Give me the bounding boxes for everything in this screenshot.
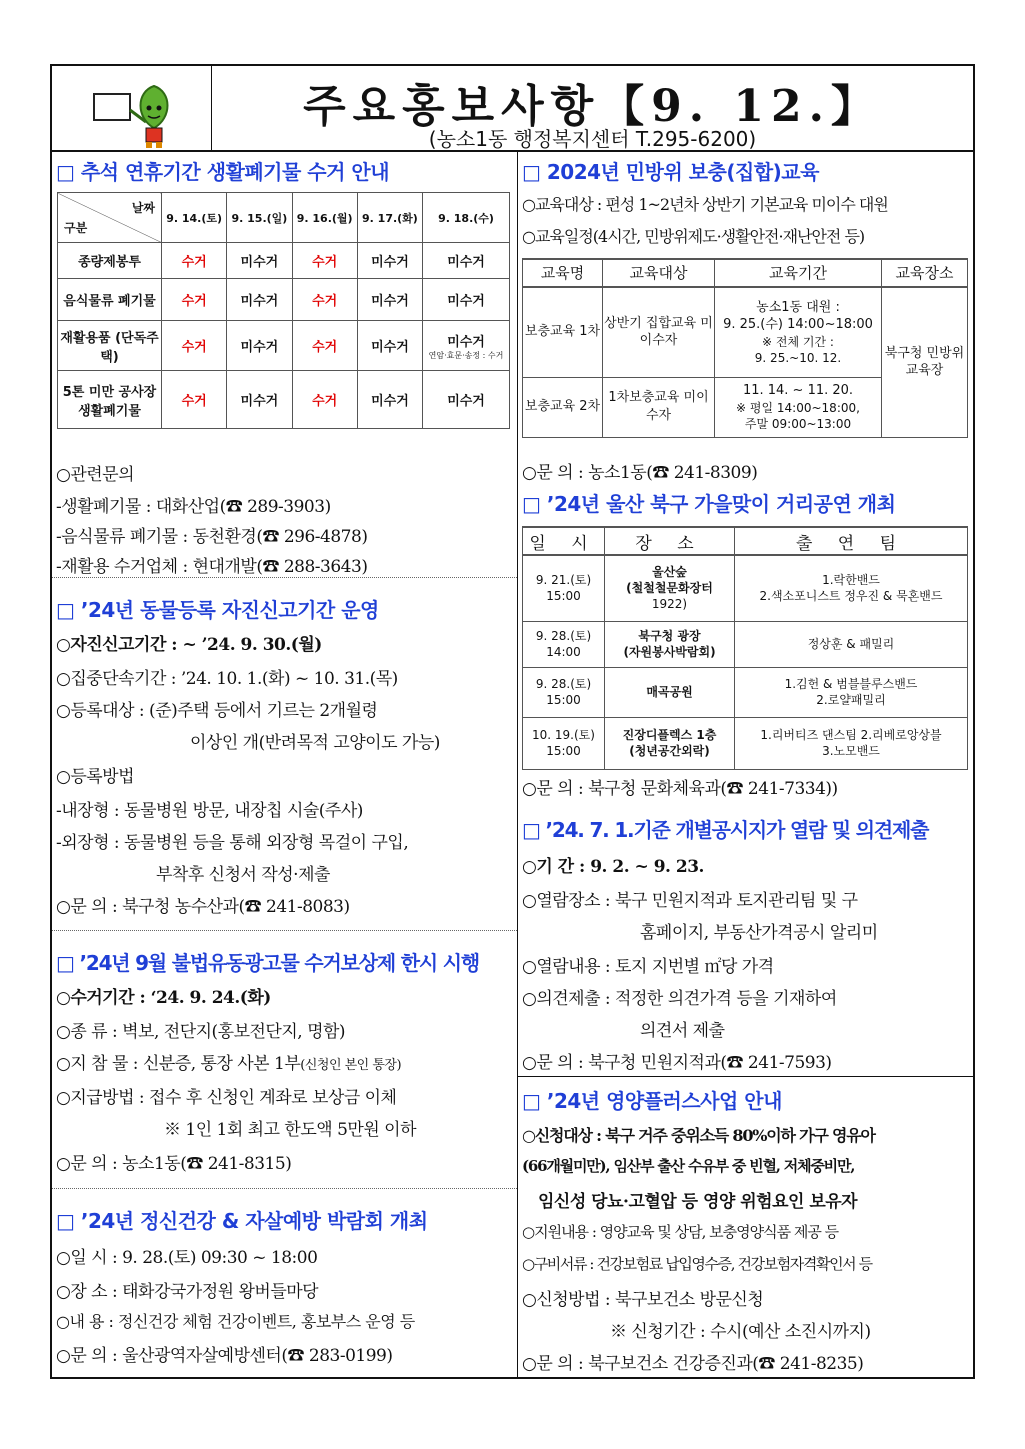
table-row: 9. 28.(토) 15:00 매곡공원 1.김헌 & 범블블루스밴드 2.로얄패밀리 (523, 667, 968, 717)
table-row: 재활용품 (단독주택) 수거 미수거 수거 미수거 미수거 연암·효문·송정 : 수거 (58, 321, 510, 371)
section-title: □ ’24년 9월 불법유동광고물 수거보상제 한시 시행 (56, 951, 479, 975)
date-header: 9. 17.(화) (357, 193, 422, 243)
header (52, 66, 973, 152)
table-row: 5톤 미만 공사장 생활폐기물 수거 미수거 수거 미수거 미수거 (58, 371, 510, 429)
table-row: 음식물류 폐기물 수거 미수거 수거 미수거 미수거 (58, 279, 510, 321)
section-title: □ 2024년 민방위 보충(집합)교육 (522, 160, 819, 184)
street-performance-section: □ ’24년 울산 북구 가을맞이 거리공연 개최 일 시 장 소 출 연 팀 9. 21.(토) 15:00 울산숲 (철철철문화장터 1922) 1.락한밴드 2.색소포니스트 정우진 & 묵혼밴드 9. 28.(토) 14:00 북구청 광장 (자원봉사박람회) 정상훈 & 패밀리 9. 28.(토) 15:00 매곡공원 1.김헌 & 범블블루스밴드 2.로얄패밀리 10. 19.(토) 15:00 진장디플렉스 1층 (청년공간외락) 1.리버티즈 댄스팀 2.리베로앙상블 3.노모밴드 ○문 의 : 북구청 문화체육과(☎ 241-7334)) (518, 486, 973, 798)
section-title: □ ’24년 정신건강 & 자살예방 박람회 개최 (56, 1209, 428, 1233)
nutrition-plus-section: □ ’24년 영양플러스사업 안내 ○신청대상 : 북구 거주 중위소득 80%이하 가구 영유아 (66개월미만), 임산부 출산 수유부 중 빈혈, 저체중비만, 임신성 당뇨·고혈압 등 영양 위험요인 보유자 ○지원내용 : 영양교육 및 상담, 보충영양식품 제공 등 ○구비서류 : 건강보험료 납입영수증, 건강보험자격확인서 등 ○신청방법 : 북구보건소 방문신청 ※ 신청기간 : 수시(예산 소진시까지) ○문 의 : 북구보건소 건강증진과(☎ 241-8235) (518, 1076, 973, 1378)
section-title: □ ’24년 울산 북구 가을맞이 거리공연 개최 (522, 492, 896, 516)
notice-frame (50, 64, 975, 1379)
animal-registration-section: □ ’24년 동물등록 자진신고기간 운영 ○자진신고기간 : ~ ’24. 9. 30.(월) ○집중단속기간 : ’24. 10. 1.(화) ~ 10. 31.(목) ○등록대상 : (준)주택 등에서 기르는 2개월령 이상인 개(반려목적 고양이도 가능) ○등록방법 -내장형 : 동물병원 방문, 내장칩 시술(주사) -외장형 : 동물병원 등을 통해 외장형 목걸이 구입, 부착후 신청서 작성·제출 ○문 의 : 북구청 농수산과(☎ 241-8083) (52, 577, 517, 930)
page-title: 주요홍보사항【9. 12.】 (303, 81, 882, 132)
table-row: 보충교육 1차 상반기 집합교육 미이수자 농소1동 대원 : 9. 25.(수) 14:00~18:00 ※ 전체 기간 : 9. 25.~10. 12. 북구청 민방위 교육장 (523, 287, 968, 377)
date-header: 9. 18.(수) (423, 193, 510, 243)
training-place: 북구청 민방위 교육장 (882, 287, 968, 437)
table-row: 10. 19.(토) 15:00 진장디플렉스 1층 (청년공간외락) 1.리버티즈 댄스팀 2.리베로앙상블 3.노모밴드 (523, 717, 968, 769)
section-title: □ ’24년 동물등록 자진신고기간 운영 (56, 598, 379, 622)
land-price-section: □ ’24. 7. 1.기준 개별공시지가 열람 및 의견제출 ○기 간 : 9. 2. ~ 9. 23. ○열람장소 : 북구 민원지적과 토지관리팀 및 구 홈페이지, 부동산가격공시 알리미 ○열람내용 : 토지 지번별 ㎡당 가격 ○의견제출 : 적정한 의견가격 등을 기재하여 의견서 제출 ○문 의 : 북구청 민원지적과(☎ 241-7593) (518, 798, 973, 1076)
civil-defense-section: □ 2024년 민방위 보충(집합)교육 ○교육대상 : 편성 1~2년차 상반기 기본교육 미이수 대원 ○교육일정(4시간, 민방위제도·생활안전·재난안전 등) 교육명 교육대상 교육기간 교육장소 보충교육 1차 상반기 집합교육 미이수자 농소1동 대원 : 9. 25.(수) 14:00~18:00 ※ 전체 기간 : 9. 25.~10. 12. 북구청 민방위 교육장 보충교육 2차 1차보충교육 미이수자 11. 14. ~ 11. 20. ※ 평일 14:00~18:00, 주말 09:00~13:00 ○문 의 : 농소1동(☎ 241-8309) (518, 152, 973, 498)
date-header: 9. 14.(토) (162, 193, 227, 243)
table-row: 9. 21.(토) 15:00 울산숲 (철철철문화장터 1922) 1.락한밴드 2.색소포니스트 정우진 & 묵혼밴드 (523, 555, 968, 621)
table-row: 9. 28.(토) 14:00 북구청 광장 (자원봉사박람회) 정상훈 & 패밀리 (523, 621, 968, 667)
date-header: 9. 16.(월) (292, 193, 357, 243)
section-title: □ ’24. 7. 1.기준 개별공시지가 열람 및 의견제출 (522, 818, 929, 842)
left-column (52, 152, 518, 1379)
right-column (518, 152, 973, 1379)
performance-table: 일 시 장 소 출 연 팀 9. 21.(토) 15:00 울산숲 (철철철문화장터 1922) 1.락한밴드 2.색소포니스트 정우진 & 묵혼밴드 9. 28.(토) 14:00 북구청 광장 (자원봉사박람회) 정상훈 & 패밀리 9. 28.(토) 15:00 매곡공원 1.김헌 & 범블블루스밴드 2.로얄패밀리 10. 19.(토) 15:00 진장디플렉스 1층 (청년공간외락) 1.리버티즈 댄스팀 2.리베로앙상블 3.노모밴드 (522, 526, 968, 770)
date-header: 9. 15.(일) (227, 193, 292, 243)
mascot-logo (52, 66, 212, 152)
corner-cell: 날짜 구분 (58, 193, 162, 243)
section-title: □ 추석 연휴기간 생활폐기물 수거 안내 (56, 160, 390, 184)
mental-health-section: □ ’24년 정신건강 & 자살예방 박람회 개최 ○일 시 : 9. 28.(토) 09:30 ~ 18:00 ○장 소 : 태화강국가정원 왕버들마당 ○내 용 : 정신건강 체험 건강이벤트, 홍보부스 운영 등 ○문 의 : 울산광역자살예방센터(☎ 283-0199) (52, 1188, 517, 1378)
table-row: 종량제봉투 수거 미수거 수거 미수거 미수거 (58, 243, 510, 279)
illegal-ads-section: □ ’24년 9월 불법유동광고물 수거보상제 한시 시행 ○수거기간 : ‘24. 9. 24.(화) ○종 류 : 벽보, 전단지(홍보전단지, 명함) ○지 참 물 : 신분증, 통장 사본 1부(신청인 본인 통장) ○지급방법 : 접수 후 신청인 계좌로 보상금 이체 ※ 1인 1회 최고 한도액 5만원 이하 ○문 의 : 농소1동(☎ 241-8315) (52, 930, 517, 1188)
table-row: 보충교육 2차 1차보충교육 미이수자 11. 14. ~ 11. 20. ※ 평일 14:00~18:00, 주말 09:00~13:00 (523, 377, 968, 437)
section-title: □ ’24년 영양플러스사업 안내 (522, 1089, 782, 1113)
collection-table (57, 192, 510, 429)
recycle-note: 연암·효문·송정 : 수거 (428, 350, 504, 360)
training-table: 교육명 교육대상 교육기간 교육장소 보충교육 1차 상반기 집합교육 미이수자 농소1동 대원 : 9. 25.(수) 14:00~18:00 ※ 전체 기간 : 9. 25.~10. 12. 북구청 민방위 교육장 보충교육 2차 1차보충교육 미이수자 11. 14. ~ 11. 20. ※ 평일 14:00~18:00, 주말 09:00~13:00 (522, 258, 968, 438)
page-subtitle: (농소1동 행정복지센터 T.295-6200) (428, 127, 757, 151)
waste-collection-section: □ 추석 연휴기간 생활폐기물 수거 안내 날짜 구분 9. 14.(토) 9. 15.(일) 9. 16.(월) 9. 17.(화) 9. 18.(수) 종량제봉투 수거 미수거 수거 미수거 미수거 음식물류 폐기물 수거 미수거 수거 미수거 미수거 재활용품 (단독주택) 수거 미수거 수거 미수거 미수거 연암·효문·송정 : 수거 5톤 미만 공사장 생활폐기물 수거 미수거 수거 미수거 미수거 ○관련문의 -생활폐기물 : 대화산업(☎ 289-3903) -음식물류 폐기물 : 동천환경(☎ 296-4878) -재활용 수거업체 : 현대개발(☎ 288-3643) (52, 152, 517, 577)
